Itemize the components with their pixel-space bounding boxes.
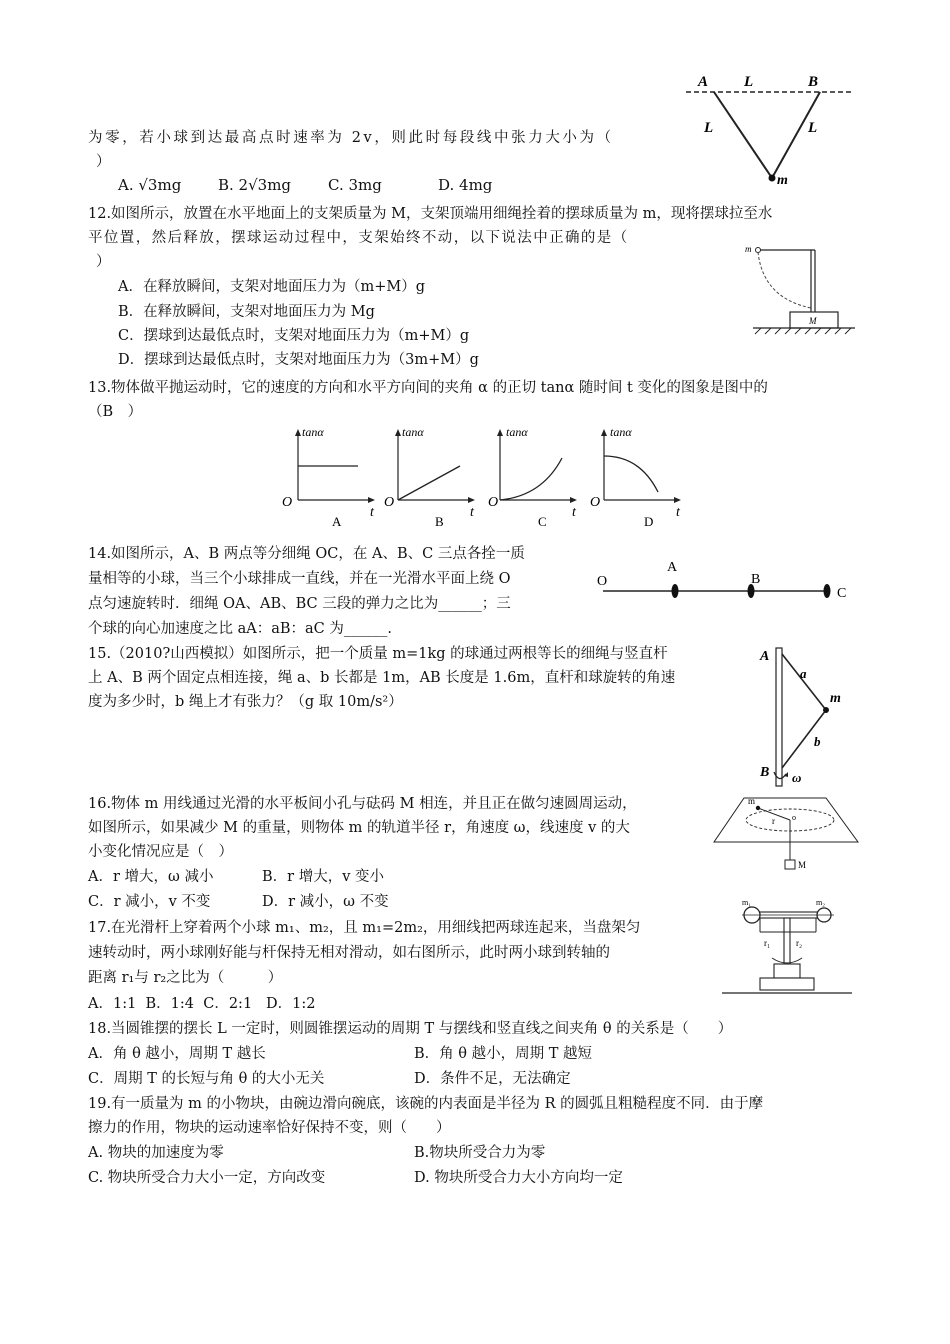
graph-d <box>590 425 681 529</box>
q11-option-d: D. 4mg <box>438 176 493 194</box>
graph-b-ylabel: tanα <box>402 425 424 439</box>
q17-label-m2: m₂ <box>816 898 826 907</box>
q18-option-b: B．角 θ 越小，周期 T 越短 <box>414 1046 592 1062</box>
q11-label-L-left: L <box>704 120 714 136</box>
q17-label-r2: r₂ <box>796 938 803 948</box>
q13-text-2: （B ） <box>88 404 143 420</box>
graph-a <box>282 425 375 529</box>
q14-label-C: C <box>837 586 847 601</box>
graph-a-origin: O <box>282 495 293 510</box>
q17-options: A．1:1 B．1:4 C．2:1 D．1:2 <box>88 996 316 1012</box>
graph-c-xlabel: t <box>572 505 576 520</box>
q16-line-2: 如图所示，如果减少 M 的重量，则物体 m 的轨道半径 r，角速度 ω，线速度 v 的大 <box>88 820 630 836</box>
q17-line-1: 17.在光滑杆上穿着两个小球 m₁、m₂，且 m₁=2m₂，用细线把两球连起来，当盘架匀 <box>88 920 641 936</box>
q11-label-A: A <box>698 74 709 90</box>
q18-option-c: C．周期 T 的长短与角 θ 的大小无关 <box>88 1071 325 1087</box>
graph-b <box>384 425 475 529</box>
graph-a-name: A <box>332 514 342 529</box>
q11-label-L-right: L <box>808 120 818 136</box>
q11-figure <box>680 70 860 190</box>
graph-d-origin: O <box>590 495 601 510</box>
graph-c-origin: O <box>488 495 499 510</box>
q12-text-2: 平位置，然后释放，摆球运动过程中，支架始终不动，以下说法中正确的是（ <box>88 230 629 246</box>
q12-text-1: 12.如图所示，放置在水平地面上的支架质量为 M，支架顶端用细绳拴着的摆球质量为 m，现将摆球拉至水 <box>88 206 773 222</box>
q11-label-L-top: L <box>744 74 754 90</box>
graph-c-name: C <box>538 514 547 529</box>
q15-label-B: B <box>760 765 770 780</box>
q19-line-2: 擦力的作用，物块的运动速率恰好保持不变，则（ ） <box>88 1120 451 1136</box>
graph-b-xlabel: t <box>470 505 474 520</box>
q11-text-1: 为零，若小球到达最高点时速率为 2v，则此时每段线中张力大小为（ <box>88 130 614 146</box>
q16-line-1: 16.物体 m 用线通过光滑的水平板间小孔与砝码 M 相连，并且正在做匀速圆周运动， <box>88 796 637 812</box>
q16-label-m: m <box>748 796 756 806</box>
q16-label-o: o <box>792 813 796 822</box>
q11-option-b: B. 2√3mg <box>218 176 292 194</box>
q16-option-c: C．r 减小，v 不变 <box>88 894 211 910</box>
q12-label-M: M <box>809 316 817 326</box>
q16-line-3: 小变化情况应是（ ） <box>88 844 233 860</box>
q12-option-a: A．在释放瞬间，支架对地面压力为（m+M）g <box>118 279 425 295</box>
q15-label-a: a <box>800 666 807 681</box>
q14-label-O: O <box>597 574 608 589</box>
q15-label-m: m <box>830 691 841 706</box>
q16-option-a: A．r 增大，ω 减小 <box>88 869 214 885</box>
q12-option-b: B．在释放瞬间，支架对地面压力为 Mg <box>118 304 375 320</box>
q16-label-r: r <box>772 816 775 826</box>
q11-option-c: C. 3mg <box>328 176 382 194</box>
q15-label-b: b <box>814 734 821 749</box>
q12-figure <box>745 238 860 338</box>
q18-option-a: A．角 θ 越小，周期 T 越长 <box>88 1046 266 1062</box>
q19-option-a: A. 物块的加速度为零 <box>88 1145 224 1161</box>
q15-figure <box>752 640 847 790</box>
q12-option-c: C．摆球到达最低点时，支架对地面压力为（m+M）g <box>118 328 470 344</box>
q16-figure <box>708 790 868 880</box>
q11-text-2: ） <box>96 154 111 170</box>
q12-label-m: m <box>745 244 752 254</box>
q13-text-1: 13.物体做平抛运动时，它的速度的方向和水平方向间的夹角 α 的正切 tanα 随时间 t 变化的图象是图中的 <box>88 380 768 396</box>
q15-line-2: 上 A、B 两个固定点相连接，绳 a、b 长都是 1m，AB 长度是 1.6m，直杆和球旋转的角速 <box>88 670 676 686</box>
q14-line-4: 个球的向心加速度之比 aA：aB：aC 为______. <box>88 621 392 637</box>
graph-d-name: D <box>644 514 654 529</box>
q18-text: 18.当圆锥摆的摆长 L 一定时，则圆锥摆运动的周期 T 与摆线和竖直线之间夹角 θ 的关系是（ ） <box>88 1021 733 1037</box>
q17-label-m1: m₁ <box>742 898 752 907</box>
q14-figure <box>595 555 855 605</box>
graph-d-xlabel: t <box>676 505 680 520</box>
q17-figure <box>720 898 855 998</box>
q11-label-m: m <box>777 173 788 188</box>
q14-line-3: 点匀速旋转时．细绳 OA、AB、BC 三段的弹力之比为______；三 <box>88 596 511 612</box>
q14-label-A: A <box>667 560 678 575</box>
q15-label-omega: ω <box>792 770 802 785</box>
q17-label-r1: r₁ <box>764 938 771 948</box>
graph-d-ylabel: tanα <box>610 425 632 439</box>
q19-option-b: B.物块所受合力为零 <box>414 1145 546 1161</box>
q16-label-M: M <box>798 860 807 870</box>
q15-label-A: A <box>760 649 770 664</box>
q17-line-2: 速转动时，两小球刚好能与杆保持无相对滑动，如右图所示，此时两小球到转轴的 <box>88 945 610 961</box>
q19-option-d: D. 物块所受合力大小方向均一定 <box>414 1170 623 1186</box>
q18-option-d: D．条件不足，无法确定 <box>414 1071 571 1087</box>
graph-c-ylabel: tanα <box>506 425 528 439</box>
q11-label-B: B <box>808 74 819 90</box>
q17-line-3: 距离 r₁与 r₂之比为（ ） <box>88 970 283 986</box>
q13-graphs <box>280 424 690 534</box>
q16-option-b: B．r 增大，v 变小 <box>262 869 384 885</box>
q15-line-1: 15.（2010?山西模拟）如图所示，把一个质量 m=1kg 的球通过两根等长的细绳与竖直杆 <box>88 646 668 662</box>
q14-label-B: B <box>751 572 761 587</box>
q11-option-a: A. √3mg <box>118 176 182 194</box>
q15-line-3: 度为多少时，b 绳上才有张力？（g 取 10m/s²） <box>88 694 403 710</box>
graph-b-name: B <box>435 514 444 529</box>
q16-option-d: D．r 减小，ω 不变 <box>262 894 389 910</box>
q19-option-c: C. 物块所受合力大小一定，方向改变 <box>88 1170 326 1186</box>
graph-b-origin: O <box>384 495 395 510</box>
q12-option-d: D．摆球到达最低点时，支架对地面压力为（3m+M）g <box>118 352 479 368</box>
q12-text-3: ） <box>96 254 111 270</box>
graph-a-xlabel: t <box>370 505 374 520</box>
graph-a-ylabel: tanα <box>302 425 324 439</box>
q14-line-1: 14.如图所示，A、B 两点等分细绳 OC，在 A、B、C 三点各拴一质 <box>88 546 525 562</box>
graph-c <box>488 425 577 529</box>
q19-line-1: 19.有一质量为 m 的小物块，由碗边滑向碗底，该碗的内表面是半径为 R 的圆弧且粗糙程度不同．由于摩 <box>88 1096 764 1112</box>
q14-line-2: 量相等的小球，当三个小球排成一直线，并在一光滑水平面上绕 O <box>88 571 511 587</box>
